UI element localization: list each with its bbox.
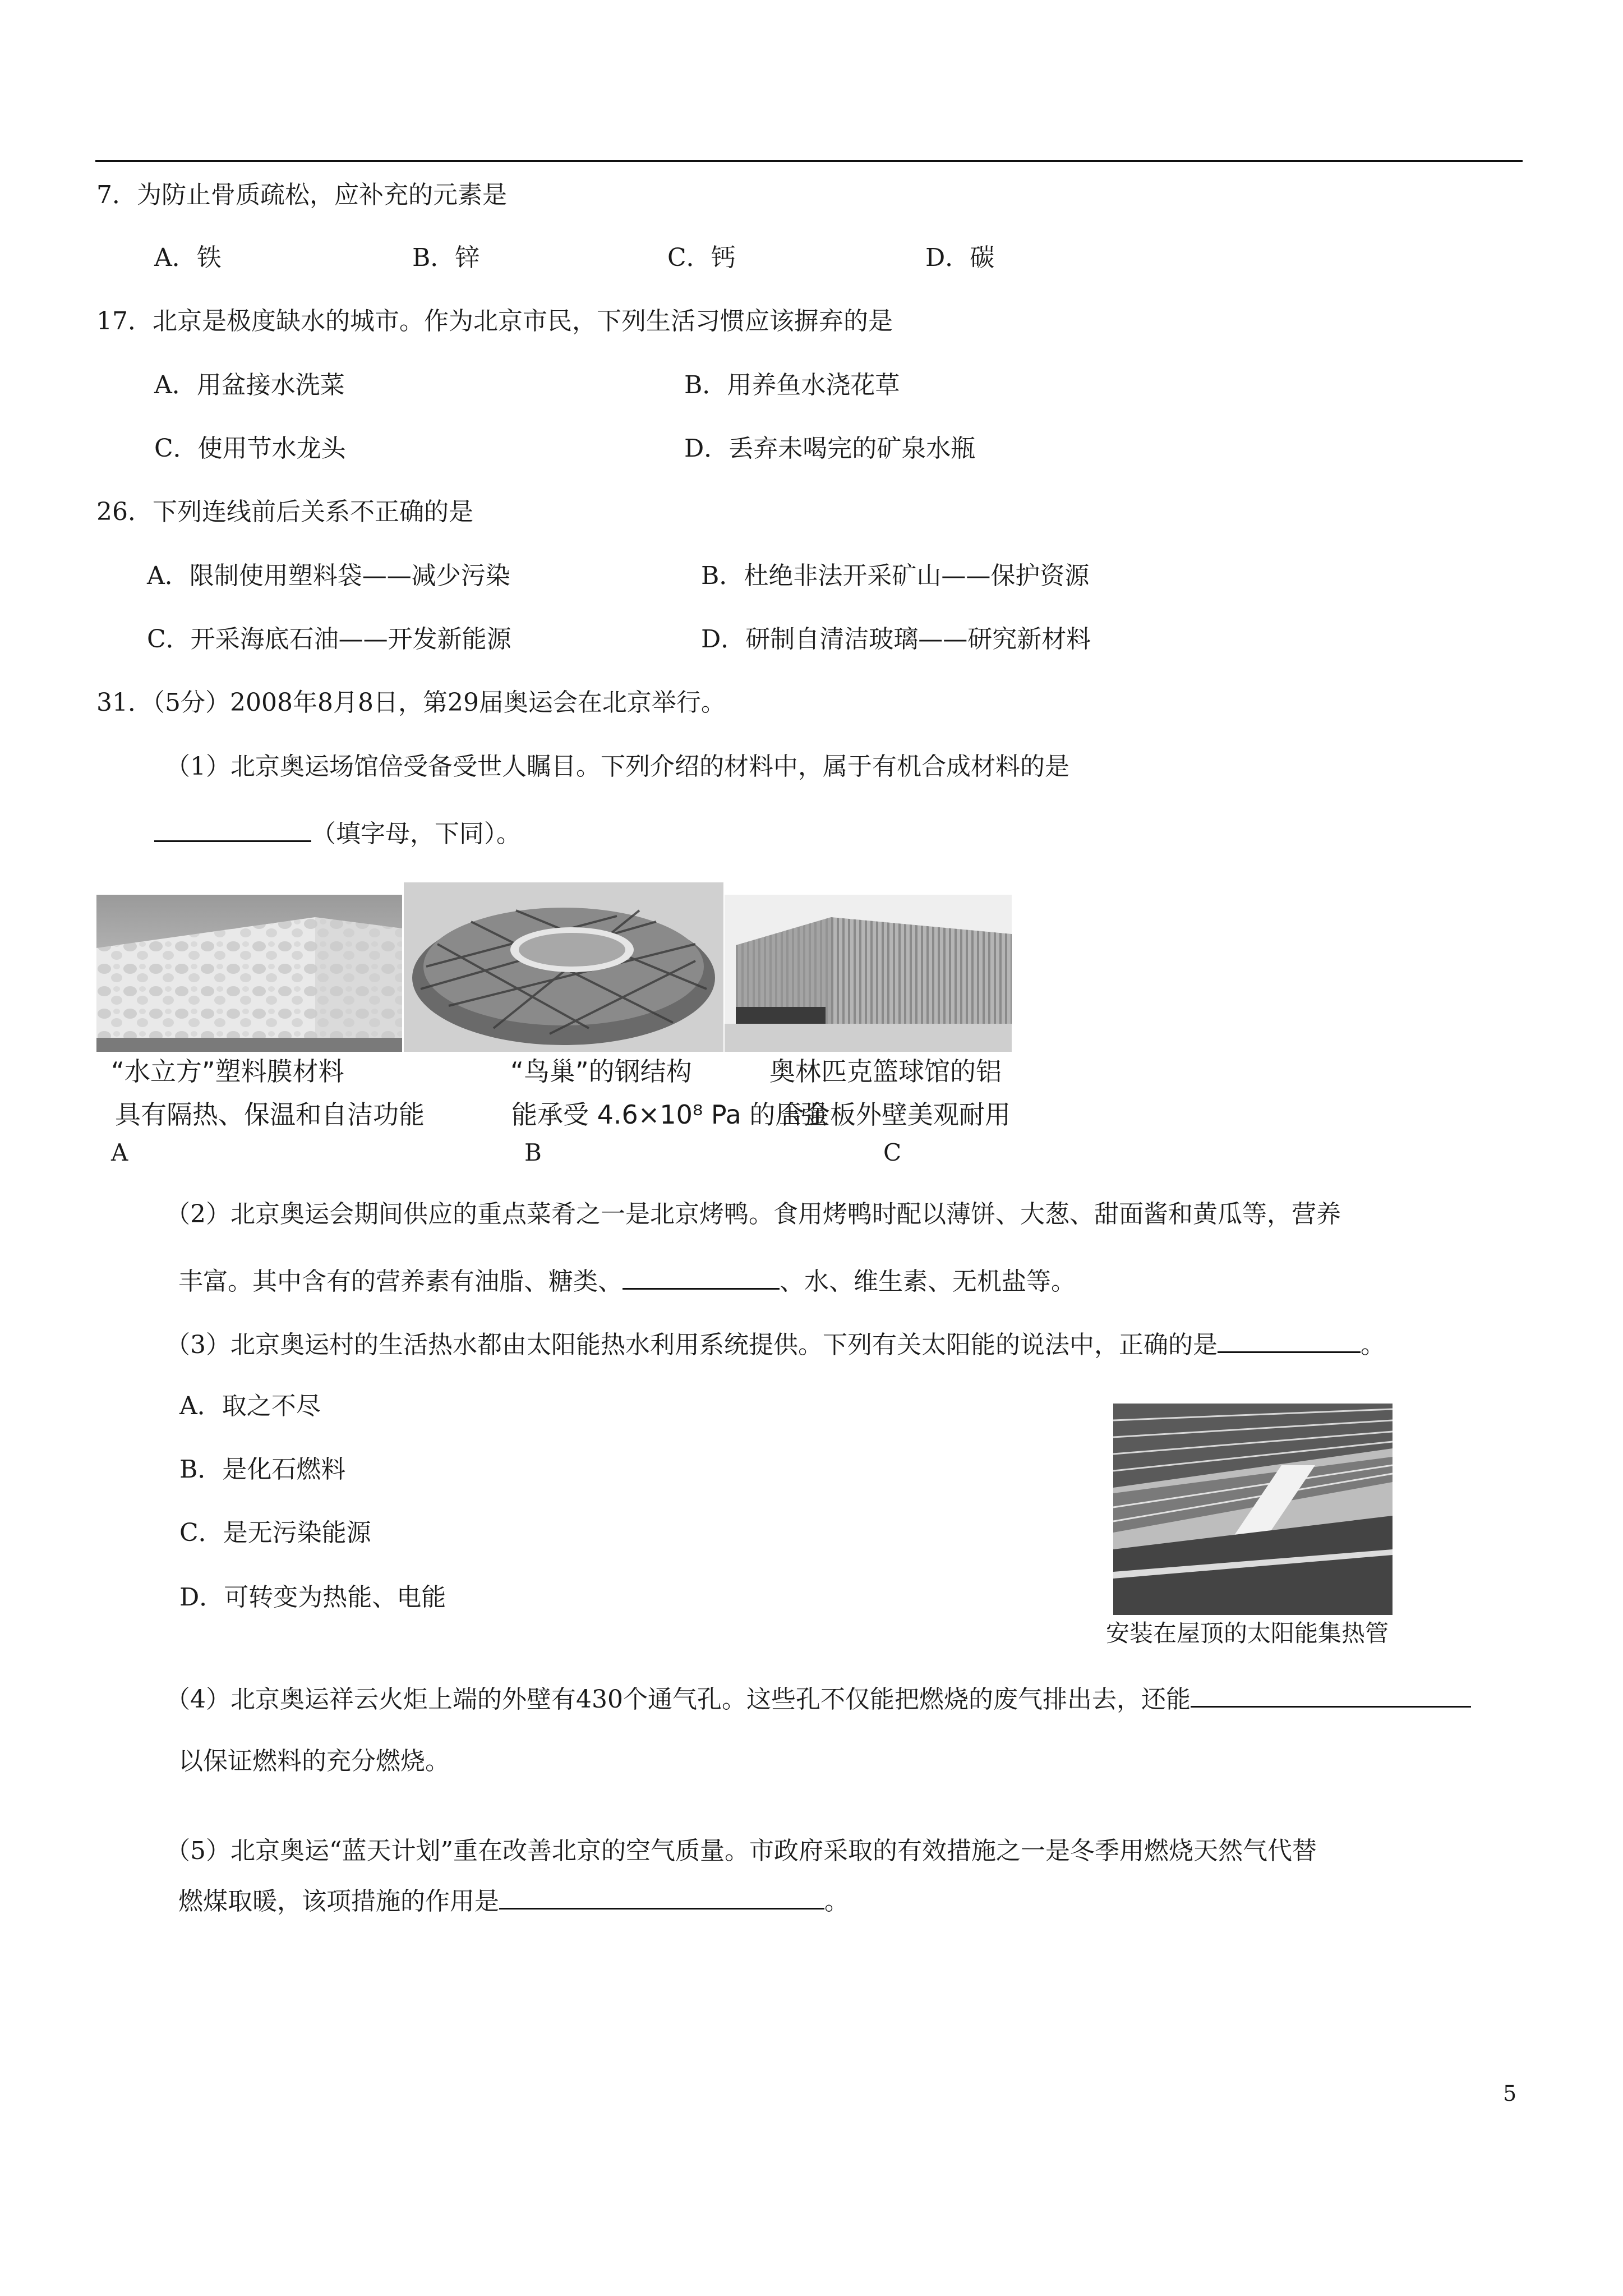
q26-option-b: B．杜绝非法开采矿山——保护资源 — [701, 562, 1090, 590]
q31-part3-option-b: B．是化石燃料 — [179, 1455, 346, 1484]
q17-stem: 17．北京是极度缺水的城市。作为北京市民，下列生活习惯应该摒弃的是 — [96, 307, 893, 335]
page-number: 5 — [1503, 2081, 1517, 2106]
figure-b-caption-line2: 能承受 4.6×10⁸ Pa 的压强 — [511, 1099, 827, 1130]
figure-b-caption-line1: “鸟巢”的钢结构 — [510, 1056, 692, 1087]
header-rule — [95, 160, 1523, 162]
figure-b-letter: B — [524, 1139, 542, 1166]
q31-part3-option-d: D．可转变为热能、电能 — [179, 1583, 446, 1612]
figure-a-letter: A — [111, 1139, 128, 1166]
q17-option-d: D．丢弃未喝完的矿泉水瓶 — [684, 434, 976, 463]
solar-collector-photo — [1113, 1404, 1393, 1615]
q7-option-b: B．锌 — [412, 243, 480, 272]
q31-part2-line2: 丰富。其中含有的营养素有油脂、糖类、 、水、维生素、无机盐等。 — [178, 1262, 1076, 1299]
q31-part5-line1: （5）北京奥运“蓝天计划”重在改善北京的空气质量。市政府采取的有效措施之一是冬季用燃烧天然气代替 — [165, 1837, 1317, 1865]
q17-option-c: C．使用节水龙头 — [154, 434, 346, 463]
q26-stem: 26．下列连线前后关系不正确的是 — [96, 498, 473, 526]
water-cube-photo — [96, 895, 402, 1052]
figure-a-caption-line2: 具有隔热、保温和自洁功能 — [115, 1099, 425, 1130]
answer-blank[interactable] — [499, 1882, 824, 1910]
q26-option-a: A．限制使用塑料袋——减少污染 — [147, 562, 510, 590]
q7-option-d: D．碳 — [925, 243, 995, 272]
q31-part4-line1: （4）北京奥运祥云火炬上端的外壁有430个通气孔。这些孔不仅能把燃烧的废气排出去，还能 — [165, 1680, 1471, 1717]
answer-blank[interactable] — [1191, 1680, 1471, 1708]
answer-blank[interactable] — [154, 815, 311, 842]
figure-c-letter: C — [883, 1139, 902, 1166]
figure-c-caption-line2: 合金板外壁美观耐用 — [778, 1099, 1011, 1130]
answer-blank[interactable] — [1218, 1326, 1361, 1353]
q31-part3-option-c: C．是无污染能源 — [179, 1519, 371, 1547]
figure-a-caption-line1: “水立方”塑料膜材料 — [111, 1056, 344, 1087]
q17-option-b: B．用养鱼水浇花草 — [684, 371, 900, 399]
q31-part3-line1: （3）北京奥运村的生活热水都由太阳能热水利用系统提供。下列有关太阳能的说法中，正确的是 。 — [165, 1326, 1385, 1362]
q31-part1-line1: （1）北京奥运场馆倍受备受世人瞩目。下列介绍的材料中，属于有机合成材料的是 — [165, 752, 1069, 781]
q31-part1-line2: （填字母，下同）。 — [154, 815, 521, 851]
q17-option-a: A．用盆接水洗菜 — [154, 371, 345, 399]
q31-part4-line2: 以保证燃料的充分燃烧。 — [178, 1747, 450, 1775]
q26-option-c: C．开采海底石油——开发新能源 — [147, 625, 511, 654]
q31-part2-line1: （2）北京奥运会期间供应的重点菜肴之一是北京烤鸭。食用烤鸭时配以薄饼、大葱、甜面酱和黄瓜等，营养 — [165, 1200, 1341, 1228]
basketball-arena-photo — [725, 895, 1012, 1052]
q26-option-d: D．研制自清洁玻璃——研究新材料 — [701, 625, 1091, 654]
q7-option-a: A．铁 — [154, 243, 222, 272]
figure-c-caption-line1: 奥林匹克篮球馆的铝 — [769, 1056, 1002, 1087]
q31-part5-line2: 燃煤取暖，该项措施的作用是 。 — [178, 1882, 849, 1918]
answer-blank[interactable] — [623, 1262, 780, 1290]
birds-nest-photo — [404, 882, 723, 1052]
solar-collector-caption: 安装在屋顶的太阳能集热管 — [1106, 1619, 1389, 1647]
q7-option-c: C．钙 — [667, 243, 736, 272]
q7-stem: 7．为防止骨质疏松，应补充的元素是 — [96, 181, 507, 209]
q31-part3-option-a: A．取之不尽 — [179, 1392, 321, 1420]
q31-stem: 31．（5分）2008年8月8日，第29届奥运会在北京举行。 — [96, 688, 726, 717]
